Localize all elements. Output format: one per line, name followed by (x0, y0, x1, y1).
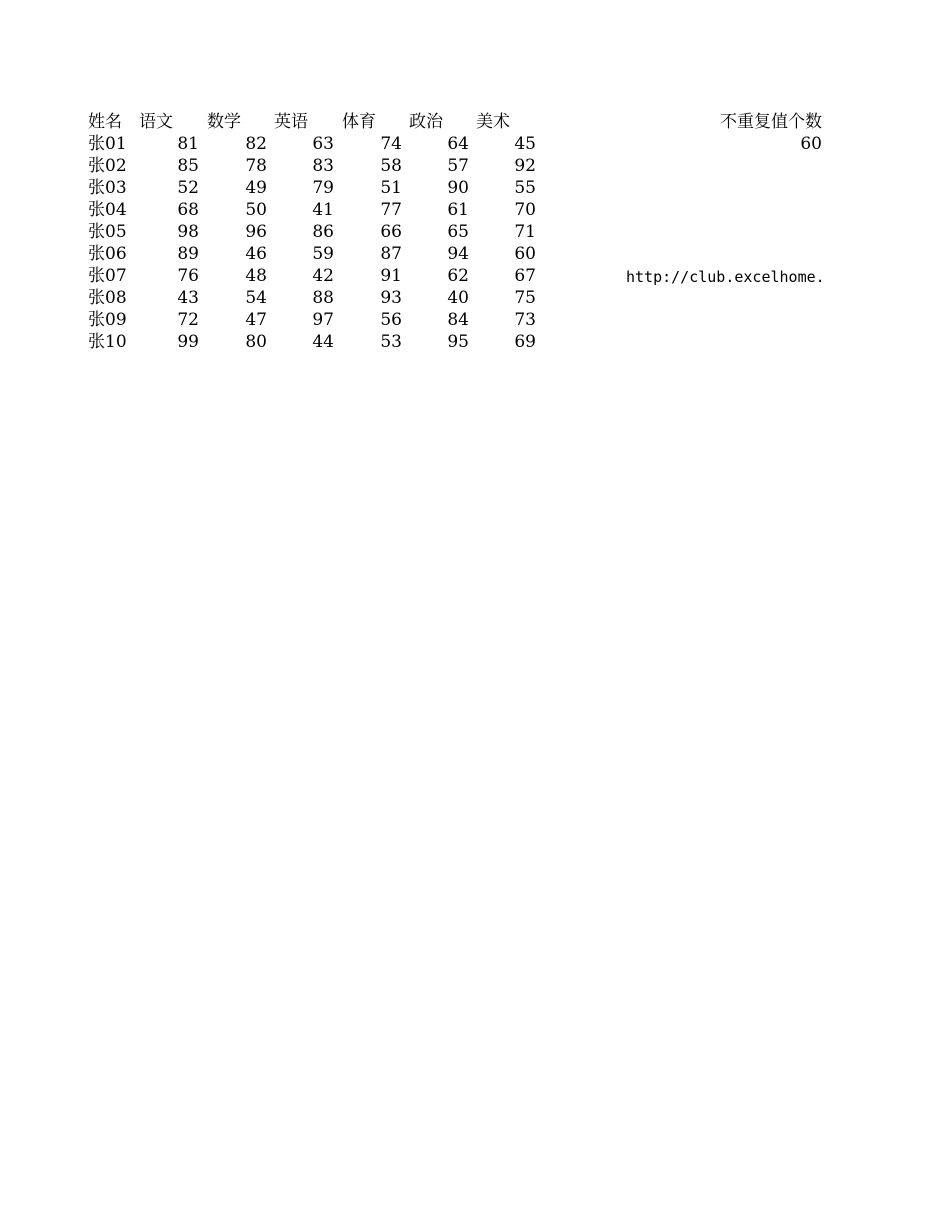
score-cell: 98 (177, 222, 199, 242)
score-cell: 59 (312, 244, 334, 264)
score-cell: 49 (245, 178, 267, 198)
score-cell: 65 (447, 222, 469, 242)
score-cell: 40 (447, 288, 469, 308)
score-cell: 58 (380, 156, 402, 176)
score-cell: 70 (514, 200, 536, 220)
score-cell: 92 (514, 156, 536, 176)
score-cell: 43 (177, 288, 199, 308)
row-name: 张01 (88, 134, 127, 154)
score-cell: 46 (245, 244, 267, 264)
forum-link[interactable]: http://club.excelhome. (626, 268, 825, 286)
score-cell: 77 (380, 200, 402, 220)
score-cell: 88 (312, 288, 334, 308)
row-name: 张06 (88, 244, 127, 264)
header-chinese: 语文 (139, 112, 173, 132)
score-cell: 78 (245, 156, 267, 176)
score-cell: 66 (380, 222, 402, 242)
score-cell: 51 (380, 178, 402, 198)
row-name: 张04 (88, 200, 127, 220)
score-cell: 91 (380, 266, 402, 286)
score-cell: 75 (514, 288, 536, 308)
score-cell: 79 (312, 178, 334, 198)
score-cell: 84 (447, 310, 469, 330)
row-name: 张05 (88, 222, 127, 242)
score-cell: 48 (245, 266, 267, 286)
score-cell: 45 (514, 134, 536, 154)
score-cell: 85 (177, 156, 199, 176)
score-cell: 55 (514, 178, 536, 198)
row-name: 张07 (88, 266, 127, 286)
score-cell: 57 (447, 156, 469, 176)
score-cell: 96 (245, 222, 267, 242)
score-cell: 64 (447, 134, 469, 154)
score-cell: 80 (245, 332, 267, 352)
score-cell: 69 (514, 332, 536, 352)
score-cell: 44 (312, 332, 334, 352)
header-math: 数学 (207, 112, 241, 132)
row-name: 张08 (88, 288, 127, 308)
score-cell: 83 (312, 156, 334, 176)
score-cell: 47 (245, 310, 267, 330)
score-cell: 99 (177, 332, 199, 352)
header-english: 英语 (274, 112, 308, 132)
header-politics: 政治 (409, 112, 443, 132)
score-cell: 67 (514, 266, 536, 286)
score-cell: 68 (177, 200, 199, 220)
row-name: 张10 (88, 332, 127, 352)
score-cell: 72 (177, 310, 199, 330)
score-cell: 93 (380, 288, 402, 308)
score-cell: 53 (380, 332, 402, 352)
score-cell: 95 (447, 332, 469, 352)
summary-value: 60 (800, 134, 822, 154)
header-name: 姓名 (88, 112, 122, 132)
row-name: 张02 (88, 156, 127, 176)
summary-label: 不重复值个数 (720, 112, 822, 132)
score-cell: 61 (447, 200, 469, 220)
score-cell: 41 (312, 200, 334, 220)
score-cell: 56 (380, 310, 402, 330)
score-cell: 81 (177, 134, 199, 154)
score-cell: 90 (447, 178, 469, 198)
score-cell: 62 (447, 266, 469, 286)
score-cell: 86 (312, 222, 334, 242)
score-cell: 52 (177, 178, 199, 198)
row-name: 张09 (88, 310, 127, 330)
header-art: 美术 (476, 112, 510, 132)
score-cell: 71 (514, 222, 536, 242)
score-cell: 42 (312, 266, 334, 286)
score-cell: 82 (245, 134, 267, 154)
score-cell: 63 (312, 134, 334, 154)
score-cell: 54 (245, 288, 267, 308)
score-cell: 97 (312, 310, 334, 330)
score-cell: 74 (380, 134, 402, 154)
score-cell: 94 (447, 244, 469, 264)
score-cell: 76 (177, 266, 199, 286)
score-cell: 50 (245, 200, 267, 220)
row-name: 张03 (88, 178, 127, 198)
header-pe: 体育 (342, 112, 376, 132)
score-cell: 89 (177, 244, 199, 264)
score-cell: 87 (380, 244, 402, 264)
score-cell: 60 (514, 244, 536, 264)
score-cell: 73 (514, 310, 536, 330)
